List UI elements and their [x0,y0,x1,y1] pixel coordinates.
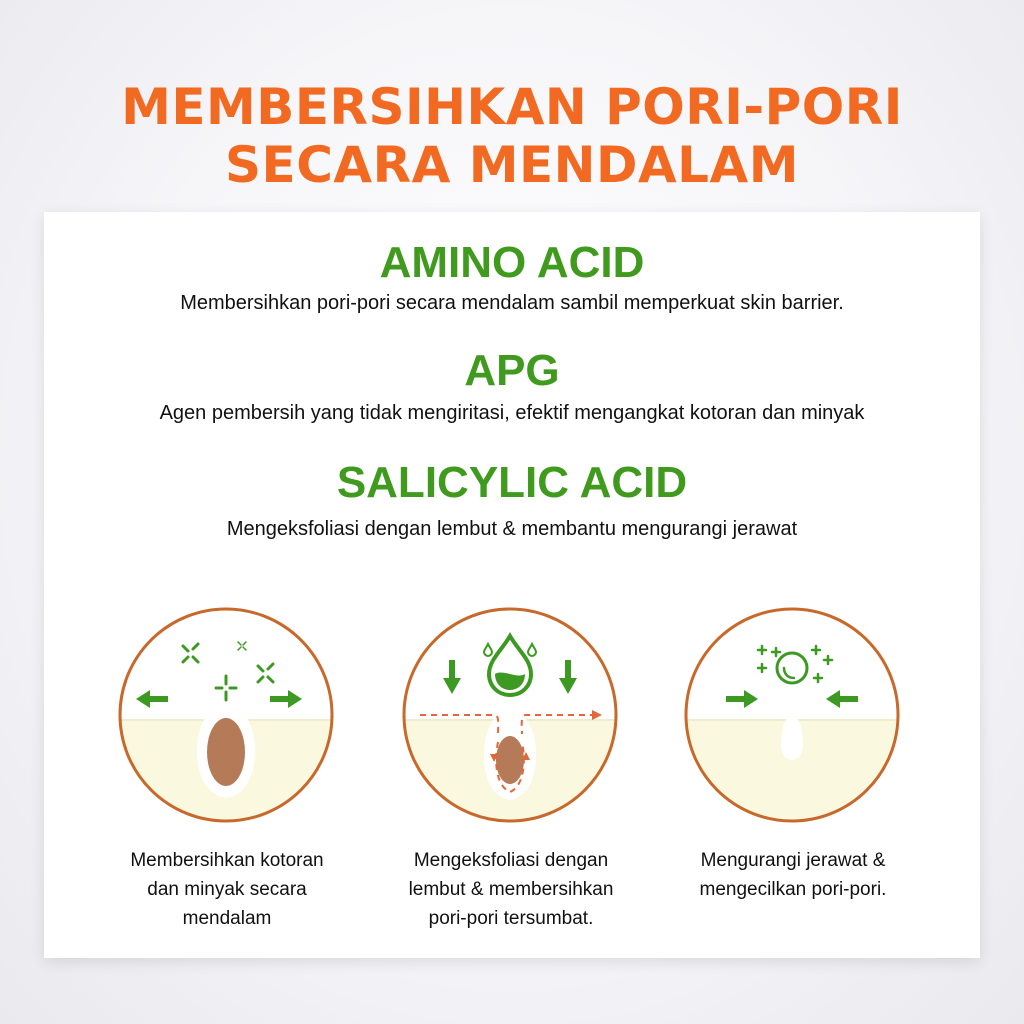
ingredients-card [44,212,980,958]
pore-exfoliate-icon [376,602,646,828]
ingredient-title-apg: APG [464,346,560,395]
headline-line-2: SECARA MENDALAM [225,136,799,194]
ingredient-desc-apg: Agen pembersih yang tidak mengiritasi, efektif mengangkat kotoran dan minyak [159,402,865,424]
ingredient-desc-salicylic-acid: Mengeksfoliasi dengan lembut & membantu mengurangi jerawat [226,518,798,540]
step-caption-reduce-acne: Mengurangi jerawat & mengecilkan pori-pori. [699,850,887,900]
step-deep-clean [92,602,362,933]
headline-line-1: MEMBERSIHKAN PORI-PORI [121,78,903,136]
ingredient-title-amino-acid: AMINO ACID [379,238,645,287]
step-reduce-acne [658,602,928,904]
ingredient-desc-amino-acid: Membersihkan pori-pori secara mendalam sambil memperkuat skin barrier. [180,292,844,314]
pore-clogged-icon [92,602,362,828]
step-caption-deep-clean: Membersihkan kotoran dan minyak secara mendalam [130,850,324,929]
headline [0,78,1024,194]
step-exfoliate [376,602,646,933]
pore-clean-icon [658,602,928,828]
step-caption-exfoliate: Mengeksfoliasi dengan lembut & membersihkan pori-pori tersumbat. [408,850,614,929]
ingredient-title-salicylic-acid: SALICYLIC ACID [336,458,688,507]
